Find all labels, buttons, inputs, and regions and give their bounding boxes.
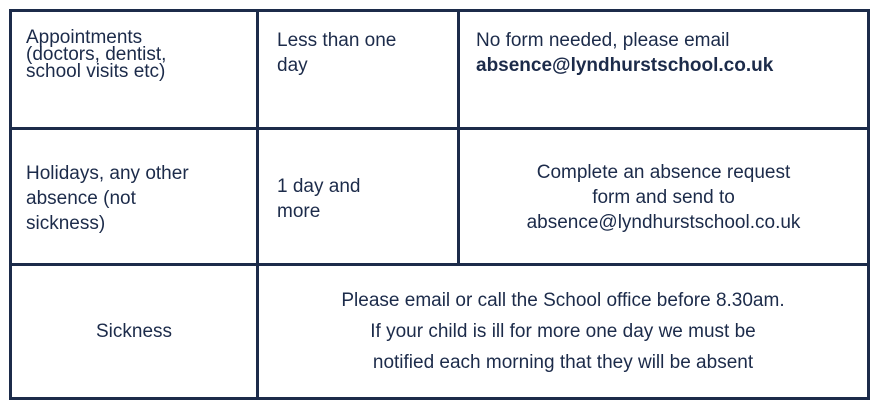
duration-text: day xyxy=(277,55,308,76)
table-row-appointments xyxy=(11,11,869,129)
action-text: Complete an absence request xyxy=(536,162,791,183)
table-row-holidays xyxy=(11,129,869,265)
absence-type-note: school visits etc) xyxy=(26,61,166,82)
absence-type-cell xyxy=(11,11,258,129)
absence-type-note: (doctors, dentist, xyxy=(26,44,167,65)
action-text: No form needed, please email xyxy=(476,30,730,51)
absence-type-label: sickness) xyxy=(26,213,106,234)
absence-type-label: absence (not xyxy=(26,188,136,209)
action-text: If your child is ill for more one day we must be xyxy=(370,321,756,342)
duration-text: 1 day and xyxy=(277,175,361,197)
absence-table xyxy=(9,9,870,400)
duration-cell xyxy=(258,11,459,129)
action-text: Please email or call the School office before 8.30am. xyxy=(341,290,785,311)
absence-email-link[interactable]: absence@lyndhurstschool.co.uk xyxy=(476,55,774,76)
absence-type-label: Holidays, any other xyxy=(26,163,189,184)
action-text: form and send to xyxy=(592,187,735,208)
duration-text: more xyxy=(277,200,321,222)
absence-type-label: Appointments xyxy=(26,27,143,48)
action-text: notified each morning that they will be absent xyxy=(372,352,754,373)
absence-email-text: absence@lyndhurstschool.co.uk xyxy=(526,212,801,233)
action-cell xyxy=(258,265,869,399)
absence-type-label: Sickness xyxy=(95,321,173,342)
action-cell xyxy=(459,129,869,265)
absence-type-cell xyxy=(11,265,258,399)
action-cell xyxy=(459,11,869,129)
table-row-sickness xyxy=(11,265,869,399)
duration-cell xyxy=(258,129,459,265)
duration-text: Less than one xyxy=(277,30,397,51)
absence-type-cell xyxy=(11,129,258,265)
